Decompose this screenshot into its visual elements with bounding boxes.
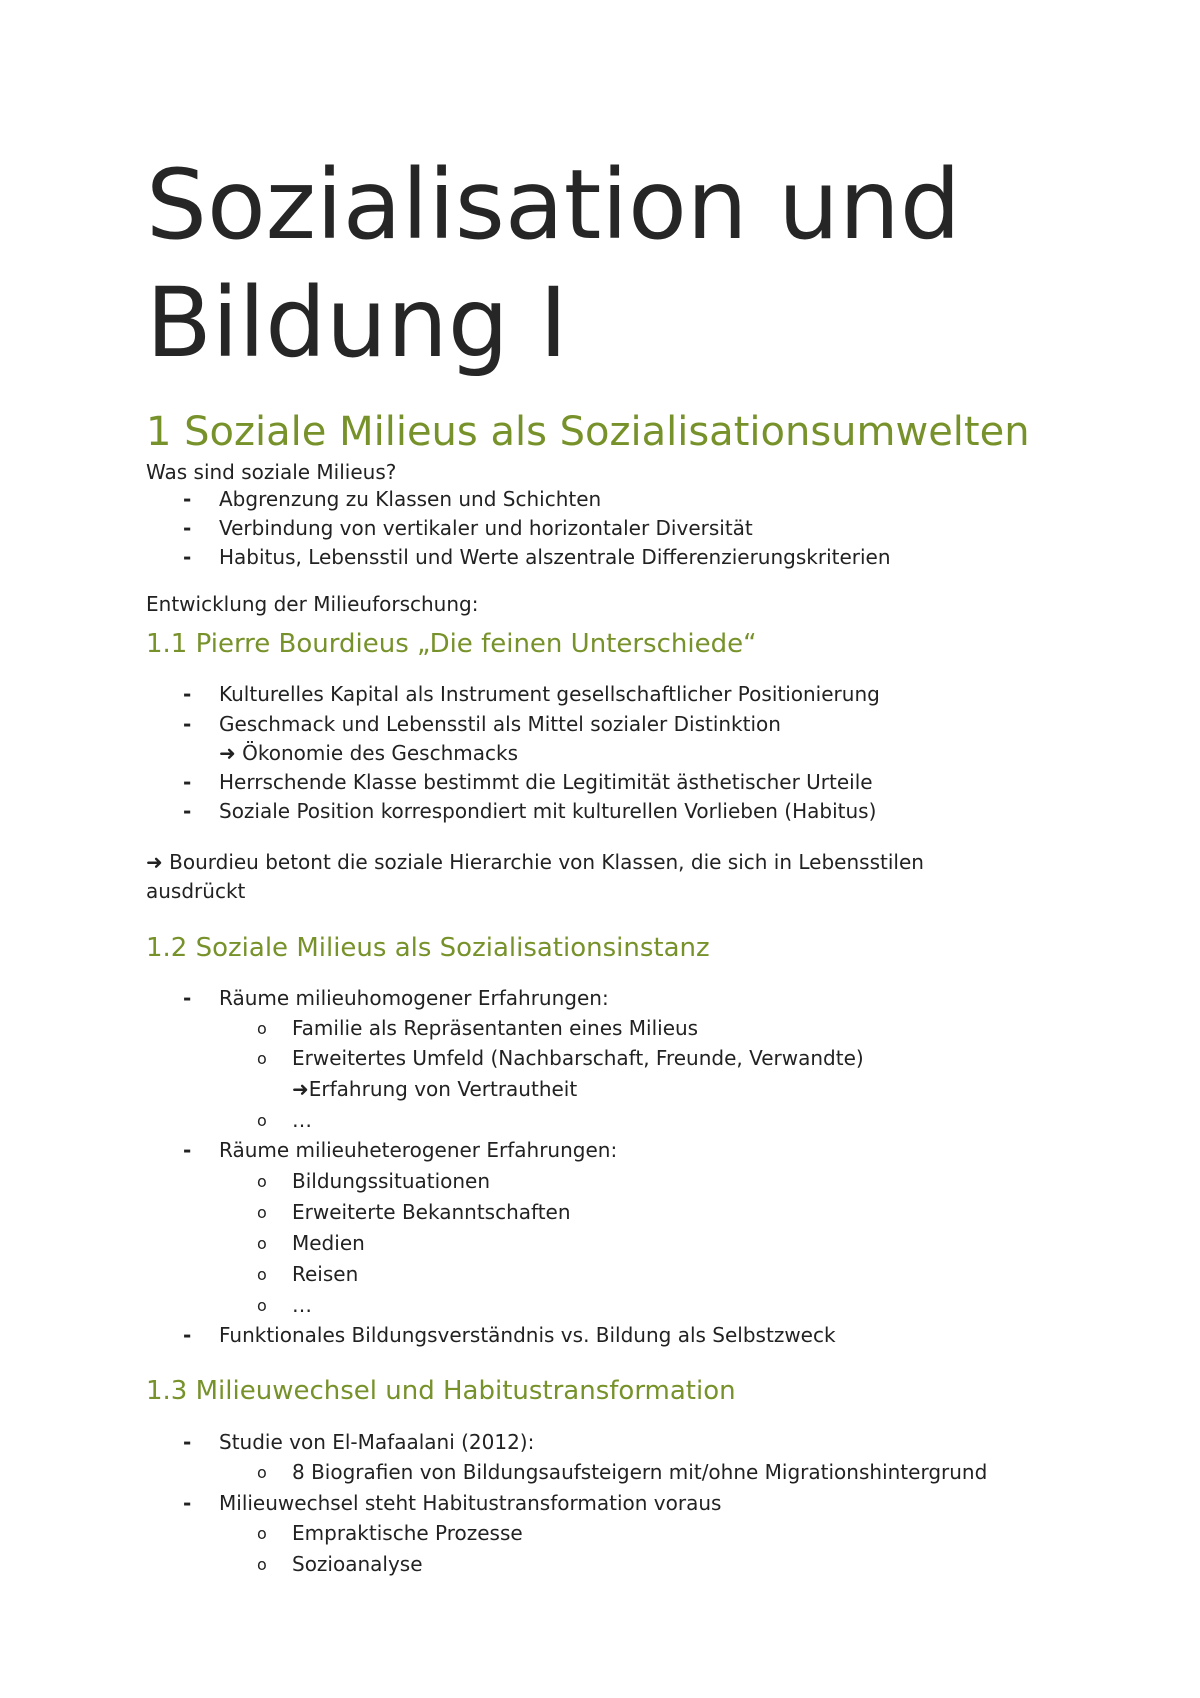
- document-page: Sozialisation und Bildung I 1 Soziale Milieus als Sozialisationsumwelten Was sind soziale Milieus? - Abgrenzung zu Klassen und Schichten - Verbindung von vertikaler und horizontaler Diversität - Habitus, Lebensstil und Werte alszentrale Differenzierungskriterien Entwicklung der Milieuforschung: 1.1 Pierre Bourdieus „Die feinen Unterschiede“ - Kulturelles Kapital als Instrument gesellschaftlicher Positionierung - Geschmack und Lebensstil als Mittel sozialer Distinktion ➜ Ökonomie des Geschmacks - Herrschende Klasse bestimmt die Legitimität ästhetischer Urteile - Soziale Position korrespondiert mit kulturellen Vorlieben (Habitus) ➜ Bourdieu betont die soziale Hierarchie von Klassen, die sich in Lebensstilen ausdrückt 1.2 Soziale Milieus als Sozialisationsinstanz - Räume milieuhomogener Erfahrungen: o Familie als Repräsentanten eines Milieus o Erweitertes Umfeld (Nachbarschaft, Freunde, Verwandte) ➜Erfahrung von Vertrautheit o … - Räume milieuheterogener Erfahrungen: o Bildungssituationen o Erweiterte Bekanntschaften o Medien o Reisen o … - Funktionales Bildungsverständnis vs. Bildung als Selbstzweck 1.3 Milieuwechsel und Habitustransformation - Studie von El-Mafaalani (2012): o 8 Biografien von Bildungsaufsteigern mit/ohne Migrationshintergrund - Milieuwechsel steht Habitustransformation voraus o Empraktische Prozesse o Sozioanalyse: [0, 0, 1200, 1698]
- dash-bullet: -: [183, 1430, 192, 1454]
- circle-bullet: o: [257, 1265, 267, 1284]
- section-1-1-heading: 1.1 Pierre Bourdieus „Die feinen Unterschiede“: [146, 629, 757, 659]
- circle-bullet: o: [257, 1049, 267, 1068]
- circle-bullet: o: [257, 1524, 267, 1543]
- dash-bullet: -: [183, 545, 192, 569]
- section-1-intro: Was sind soziale Milieus?: [146, 460, 397, 484]
- document-title: Sozialisation und Bildung I: [146, 149, 961, 379]
- section-1-3-heading: 1.3 Milieuwechsel und Habitustransformation: [146, 1376, 736, 1406]
- bourdieu-conclusion: ➜ Bourdieu betont die soziale Hierarchie von Klassen, die sich in Lebensstilen ausdrückt: [146, 850, 924, 903]
- section-1-2-heading: 1.2 Soziale Milieus als Sozialisationsinstanz: [146, 933, 710, 963]
- circle-bullet: o: [257, 1172, 267, 1191]
- circle-bullet: o: [257, 1019, 267, 1038]
- dash-bullet: -: [183, 516, 192, 540]
- circle-bullet: o: [257, 1296, 267, 1315]
- dash-bullet: -: [183, 1138, 192, 1162]
- dash-bullet: -: [183, 986, 192, 1010]
- circle-bullet: o: [257, 1234, 267, 1253]
- circle-bullet: o: [257, 1203, 267, 1222]
- dash-bullet: -: [183, 682, 192, 706]
- dash-bullet: -: [183, 770, 192, 794]
- development-label: Entwicklung der Milieuforschung:: [146, 592, 479, 616]
- circle-bullet: o: [257, 1463, 267, 1482]
- circle-bullet: o: [257, 1111, 267, 1130]
- section-1-heading: 1 Soziale Milieus als Sozialisationsumwelten: [146, 409, 1030, 455]
- circle-bullet: o: [257, 1555, 267, 1574]
- dash-bullet: -: [183, 712, 192, 736]
- dash-bullet: -: [183, 799, 192, 823]
- dash-bullet: -: [183, 1491, 192, 1515]
- dash-bullet: -: [183, 487, 192, 511]
- dash-bullet: -: [183, 1323, 192, 1347]
